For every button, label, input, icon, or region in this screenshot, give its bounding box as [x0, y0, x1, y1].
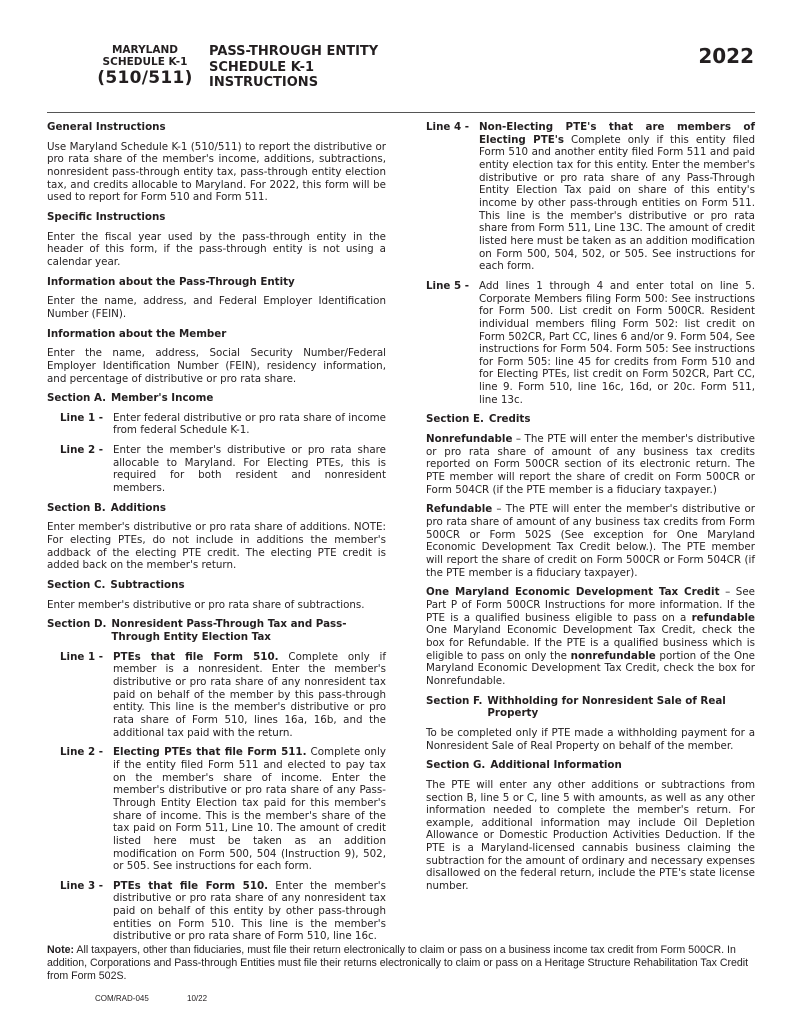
paragraph — [47, 141, 386, 204]
section-heading — [47, 502, 386, 515]
line-instruction — [47, 444, 386, 495]
text-run: Add lines 1 through 4 and enter total on line 5. Corporate Members filing Form 500: See instructions for Form 500. List credit on Form 500CR. Resident individual members filing Form 502: list credit on Form 502CR, Part CC, lines 6 and/or 9. Form 504, See instructions for Form 504. Form 505: See instructions for Form 505: line 45 for credits from Form 510 and for Electing PTEs, list credit on Form 502CR, Part CC, line 9. Form 510, line 16c, 16d, or 20c. Form 511, line 13c. — [479, 279, 755, 406]
bold-text: Electing PTEs that file Form 511. — [113, 746, 307, 759]
section-label: Section D. — [47, 618, 107, 631]
text-run: Enter the name, address, and Federal Employer Identification Number (FEIN). — [47, 295, 386, 320]
line-label: Line 2 - — [60, 746, 104, 759]
text-run: – See Part P of Form 500CR Instructions for more information. If the PTE is a qualified business eligible to pass on a — [426, 586, 756, 624]
text-run: Enter member's distributive or pro rata share of subtractions. — [47, 598, 365, 611]
revision-date: 10/22 — [187, 994, 208, 1003]
section-label: Section G. — [426, 759, 486, 772]
text-run: Enter member's distributive or pro rata share of additions. NOTE: For electing PTEs, do not include in additions the member's addback of the electing PTE credit. The electing PTE credit is added back on the member's return. — [47, 521, 386, 572]
note-label: Note: — [47, 944, 75, 956]
text-run: One Maryland Economic Development Tax Credit, check the box for Refundable. If the PTE is a qualified business which is eligible to pass on only the — [426, 624, 755, 662]
section-heading — [47, 211, 386, 224]
section-label: Section E. — [426, 413, 484, 426]
bold-text: PTEs that file Form 510. — [113, 650, 279, 663]
paragraph — [47, 521, 386, 572]
text-run: Complete only if this entity filed Form 510 and another entity filed Form 511 and paid entity election tax for this entity. Enter the member's distributive or pro rata share of any Pass-Through Entity Election Tax paid on share of this entity's income by other pass-through entities on Form 511. This line is the member's distributive or pro rata share from Form 511, Line 13C. The amount of credit listed here must be taken as an addition modification on Form 500, 504, 502, or 505. See instructions for each form. — [479, 133, 755, 273]
section-title: Information about the Pass-Through Entity — [47, 275, 295, 288]
state-label: MARYLAND — [111, 44, 178, 56]
section-title: Subtractions — [110, 579, 185, 592]
line-text — [479, 280, 755, 407]
text-run: Enter the fiscal year used by the pass-through entity in the header of this form, if the pass-through entity is not using a calendar year. — [47, 230, 386, 268]
line-instruction — [47, 651, 386, 740]
text-run: – The PTE will enter the member's distributive or pro rata share of amount of any business tax credits from Form 500CR or Form 502S (See exception for One Maryland Economic Development Tax Credit below.). The PTE member will report the share of credit on Form 500CR or Form 504CR (if the PTE member is a fiduciary taxpayer). — [426, 503, 755, 579]
section-title: General Instructions — [47, 121, 166, 133]
bold-text: PTEs that file Form 510. — [113, 879, 269, 892]
line-instruction — [426, 121, 755, 273]
paragraph — [426, 433, 755, 496]
line-label: Line 1 - — [60, 411, 104, 424]
form-code: COM/RAD-045 — [95, 994, 149, 1003]
line-text — [113, 746, 386, 873]
line-text — [113, 880, 386, 943]
schedule-id — [90, 44, 200, 88]
line-label: Line 1 - — [60, 650, 104, 663]
form-numbers: (510/511) — [97, 68, 193, 88]
paragraph — [426, 503, 755, 579]
line-label: Line 3 - — [60, 879, 104, 892]
section-title: Additional Information — [490, 759, 622, 772]
text-run: Enter the name, address, Social Security Number/Federal Employer Identification Number (FEIN), residency information, and percentage of distributive or pro rata share. — [47, 347, 386, 385]
note — [47, 944, 762, 983]
section-title: Additions — [110, 501, 166, 514]
paragraph — [47, 295, 386, 320]
section-title: Information about the Member — [47, 327, 227, 340]
title-line: INSTRUCTIONS — [209, 75, 319, 90]
section-title: Nonresident Pass-Through Tax and Pass-Through Entity Election Tax — [111, 618, 347, 643]
section-heading — [47, 579, 386, 592]
title-line: SCHEDULE K-1 — [209, 59, 315, 75]
section-title: Withholding for Nonresident Sale of Real Property — [487, 694, 726, 720]
section-heading — [47, 276, 386, 289]
section-label: Section B. — [47, 501, 106, 514]
right-column — [426, 121, 755, 900]
line-label: Line 5 - — [426, 279, 470, 292]
section-heading — [426, 695, 755, 720]
line-instruction — [426, 280, 755, 407]
line-text — [113, 651, 386, 740]
text-run: Enter the member's distributive or pro rata share of any nonresident tax paid on behalf of this entity by other pass-through entities on Form 510. This line is the member's distributive or pro rata share of Form 510, line 16c. — [113, 879, 386, 943]
text-run: The PTE will enter any other additions or subtractions from section B, line 5 or C, line 5 with amounts, as well as any other information needed to complete the member's return. For example, additional information may include Oil Depletion Allowance or Domestic Production Activities Deduction. If the PTE is a Maryland-licensed cannabis business claiming the subtraction for the amount of ordinary and necessary expenses disallowed on the federal return, include the PTE's state license number. — [426, 778, 755, 893]
section-heading — [426, 759, 755, 772]
bold-text: nonrefundable — [570, 649, 656, 662]
section-heading — [426, 413, 755, 426]
section-title: Credits — [488, 413, 531, 426]
section-label: Section C. — [47, 579, 106, 592]
paragraph — [426, 727, 755, 752]
section-label: Section F. — [426, 694, 483, 707]
section-heading — [47, 618, 386, 643]
line-text — [479, 121, 755, 273]
section-label: Section A. — [47, 392, 107, 405]
text-run: Complete only if the entity filed Form 511 and elected to pay tax on the member's share of income. Enter the member's distributive or pro rata share of any Pass-Through Entity Election tax paid for this member's share of income. This is the member's share of the tax paid on Form 511, Line 10. The amount of credit listed here must be taken as an addition modification on Form 500, 504 (Instruction 9), 502, or 505. See instructions for each form. — [113, 746, 386, 873]
text-run: Enter the member's distributive or pro rata share allocable to Maryland. For Electing PTEs, this is required for both resident and nonresident members. — [113, 444, 386, 495]
paragraph — [47, 347, 386, 385]
paragraph — [426, 779, 755, 893]
section-heading — [47, 121, 386, 134]
title-line: PASS-THROUGH ENTITY — [209, 44, 379, 59]
header-divider — [47, 112, 755, 113]
text-run: – The PTE will enter the member's distributive or pro rata share of amount of any business tax credits reported on Form 500CR section of its electronic return. The PTE member will report the share of credit on Form 500CR or Form 504CR (if the PTE member is a fiduciary taxpayer.) — [426, 433, 755, 496]
line-label: Line 2 - — [60, 444, 104, 457]
page-title — [209, 44, 378, 91]
line-instruction — [47, 746, 386, 873]
text-run: Enter federal distributive or pro rata share of income from federal Schedule K-1. — [113, 411, 386, 437]
bold-text: Nonrefundable — [426, 433, 513, 446]
tax-year: 2022 — [698, 44, 754, 68]
text-run: Use Maryland Schedule K-1 (510/511) to report the distributive or pro rata share of the member's income, additions, subtractions, nonresident pass-through entity tax, pass-through entity election tax, and credits allocable to Maryland. For 2022, this form will be used to report for Form 510 and Form 511. — [47, 140, 386, 204]
schedule-label: SCHEDULE K-1 — [102, 56, 188, 68]
paragraph — [47, 599, 386, 612]
text-run: portion of the One Maryland Economic Development Tax Credit, check the box for Nonrefundable. — [426, 649, 755, 687]
left-column — [47, 121, 386, 950]
bold-text: Refundable — [426, 503, 493, 516]
section-heading — [47, 328, 386, 341]
section-heading — [47, 392, 386, 405]
bold-text: refundable — [691, 611, 755, 624]
bold-text: Non-Electing PTE's that are members of Electing PTE's — [479, 121, 755, 146]
section-title: Specific Instructions — [47, 210, 166, 223]
note-text: All taxpayers, other than fiduciaries, must file their return electronically to claim or pass on a business income tax credit from Form 500CR. In addition, Corporations and Pass-through Entities must file their returns electronically to claim or pass on a Heritage Structure Rehabilitation Tax Credit from Form 502S. — [47, 944, 749, 982]
paragraph — [426, 586, 755, 687]
line-text — [113, 412, 386, 437]
line-text — [113, 444, 386, 495]
line-label: Line 4 - — [426, 121, 470, 133]
text-run: Complete only if member is a nonresident. Enter the member's distributive or pro rata share of any nonresident tax paid on behalf of the member by this pass-through entity. This line is the member's distributive or pro rata share of Form 510, lines 16a, 16b, and the additional tax paid with the return. — [113, 650, 386, 739]
footer — [95, 994, 243, 1003]
paragraph — [47, 231, 386, 269]
bold-text: One Maryland Economic Development Tax Credit — [426, 586, 720, 599]
line-instruction — [47, 880, 386, 943]
text-run: To be completed only if PTE made a withholding payment for a Nonresident Sale of Real Property on behalf of the member. — [426, 726, 755, 752]
section-title: Member's Income — [111, 392, 214, 405]
line-instruction — [47, 412, 386, 437]
